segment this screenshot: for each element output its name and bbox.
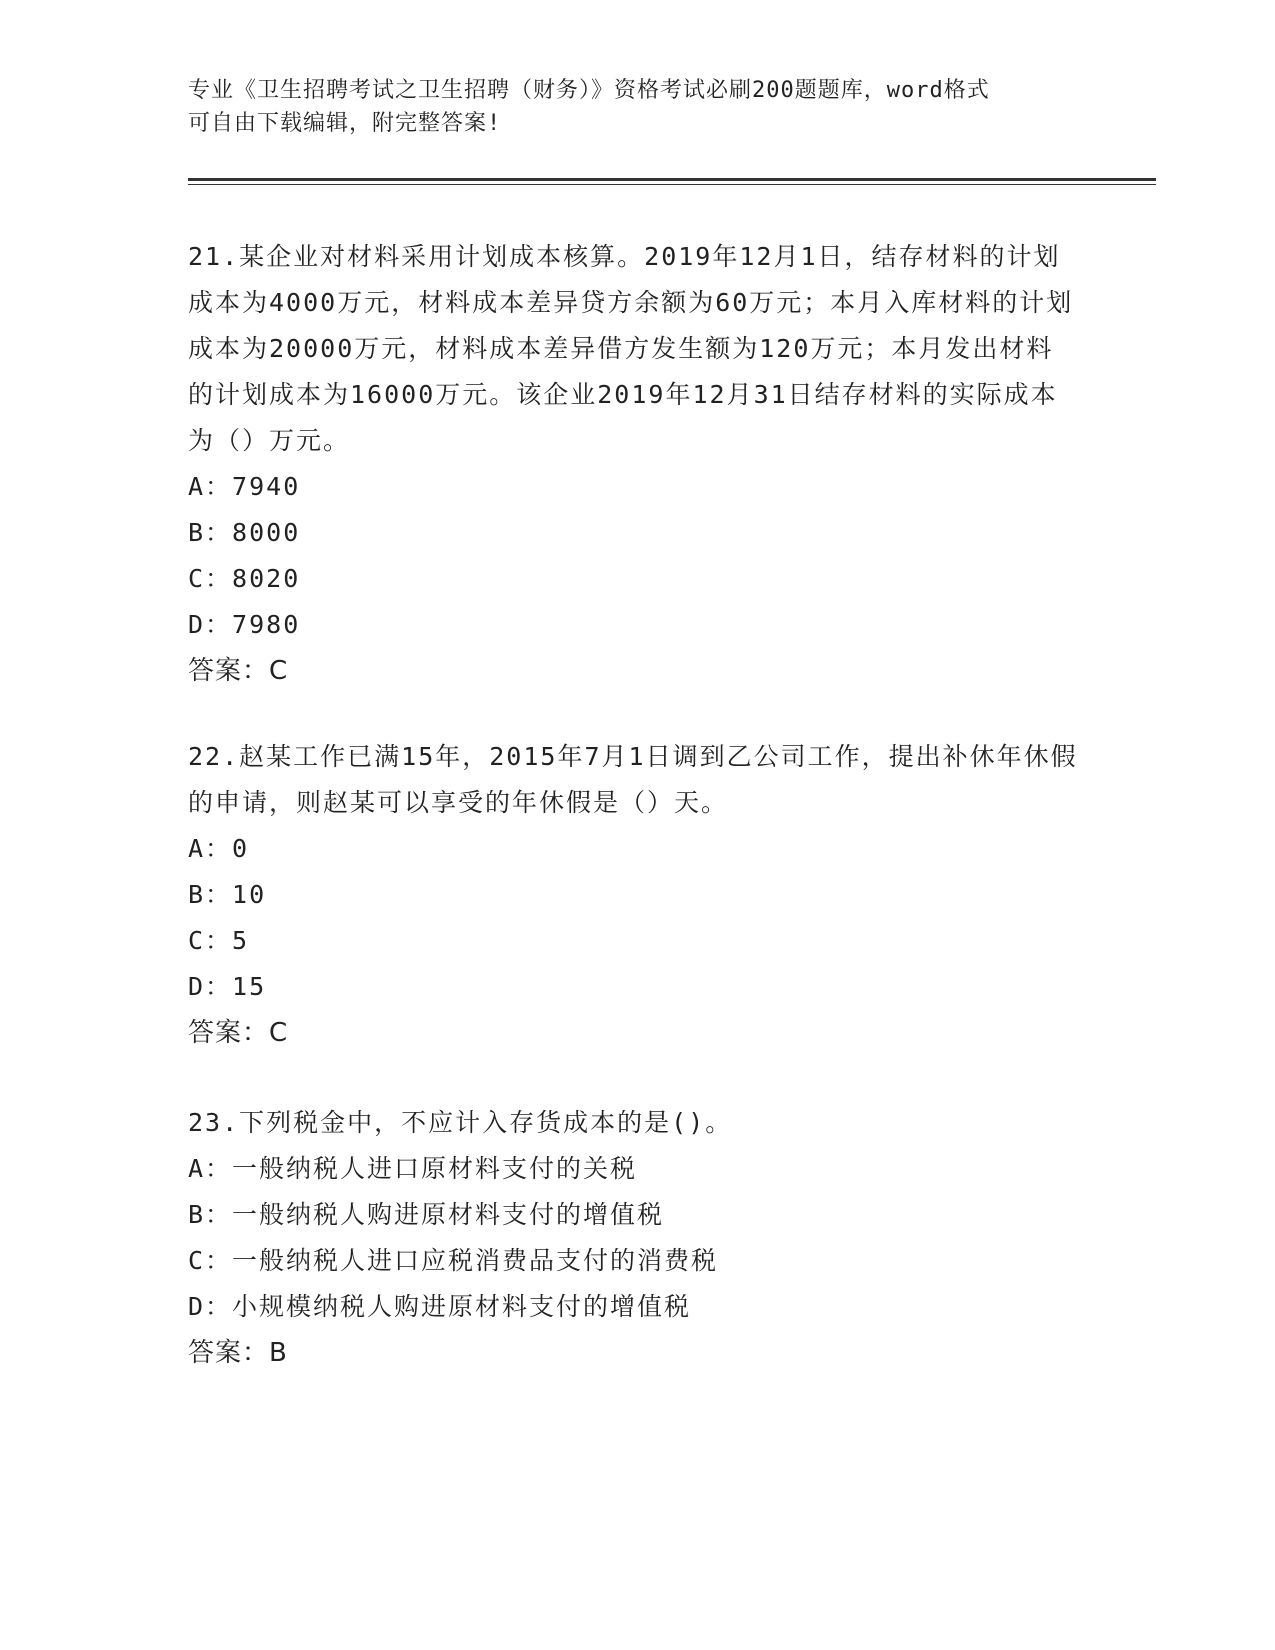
option-c: C：5 [188, 926, 250, 955]
header-divider-thick [188, 178, 1156, 181]
option-d: D：15 [188, 972, 267, 1001]
option-a: A：7940 [188, 472, 301, 501]
option-a: A：一般纳税人进口原材料支付的关税 [188, 1154, 638, 1183]
option-b: B：一般纳税人购进原材料支付的增值税 [188, 1200, 665, 1229]
answer: 答案：C [188, 656, 289, 686]
answer: 答案：B [188, 1338, 288, 1368]
question-text: 21.某企业对材料采用计划成本核算。2019年12月1日，结存材料的计划成本为4000万元，材料成本差异贷方余额为60万元；本月入库材料的计划成本为20000万元，材料成本差异借方发生额为120万元；本月发出材料的计划成本为16000万元。该企业2019年12月31日结存材料的实际成本为（）万元。 [188, 242, 1074, 455]
header-title-line2: 可自由下载编辑，附完整答案! [188, 111, 502, 136]
question-23 [188, 1100, 1078, 1376]
document-header [188, 74, 1068, 140]
header-title-line1: 专业《卫生招聘考试之卫生招聘（财务）》资格考试必刷200题题库，word格式 [188, 78, 990, 103]
answer: 答案：C [188, 1018, 289, 1048]
question-text: 22.赵某工作已满15年，2015年7月1日调到乙公司工作，提出补休年休假的申请，则赵某可以享受的年休假是（）天。 [188, 742, 1078, 817]
option-d: D：小规模纳税人购进原材料支付的增值税 [188, 1292, 692, 1321]
option-b: B：10 [188, 880, 267, 909]
option-a: A：0 [188, 834, 250, 863]
question-22 [188, 734, 1078, 1056]
question-21 [188, 234, 1078, 694]
option-d: D：7980 [188, 610, 301, 639]
option-b: B：8000 [188, 518, 301, 547]
option-c: C：8020 [188, 564, 301, 593]
header-divider-thin [188, 184, 1156, 185]
option-c: C：一般纳税人进口应税消费品支付的消费税 [188, 1246, 719, 1275]
question-text: 23.下列税金中，不应计入存货成本的是()。 [188, 1108, 733, 1137]
